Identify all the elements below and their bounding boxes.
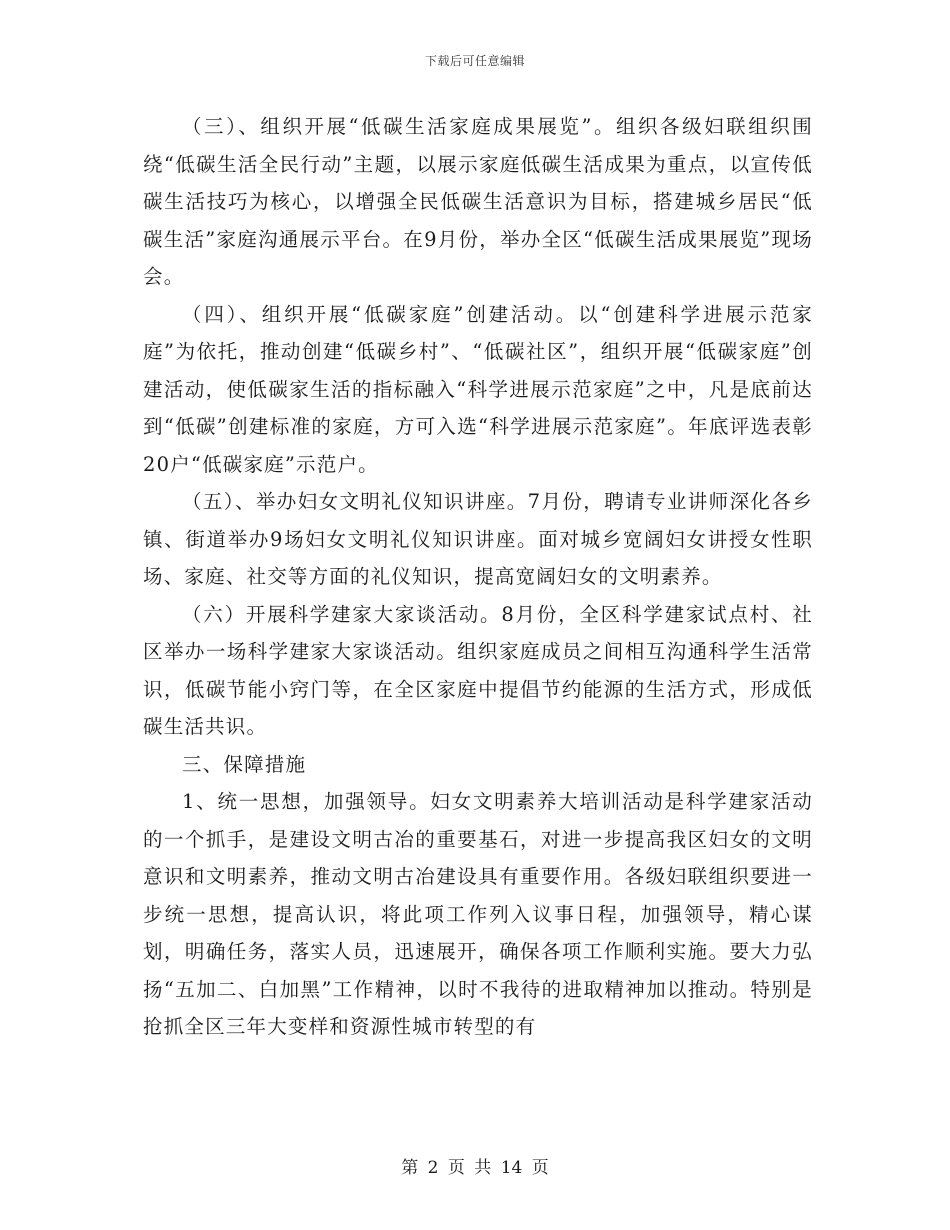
paragraph-exhibition: （三）、组织开展“低碳生活家庭成果展览”。组织各级妇联组织围绕“低碳生活全民行动”主题，以展示家庭低碳生活成果为重点，以宣传低碳生活技巧为核心，以增强全民低碳生活意识为目标，搭建城乡居民“低碳生活”家庭沟通展示平台。在9月份，举办全区“低碳生活成果展览”现场会。 bbox=[143, 115, 813, 288]
paragraph-measure-1: 1、统一思想，加强领导。妇女文明素养大培训活动是科学建家活动的一个抓手，是建设文明古冶的重要基石，对进一步提高我区妇女的文明意识和文明素养，推动文明古冶建设具有重要作用。各级妇联组织要进一步统一思想，提高认识，将此项工作列入议事日程，加强领导，精心谋划，明确任务，落实人员，迅速展开，确保各项工作顺利实施。要大力弘扬“五加二、白加黑”工作精神，以时不我待的进取精神加以推动。特别是抢抓全区三年大变样和资源性城市转型的有 bbox=[143, 790, 813, 1038]
paragraph-family-discussion: （六）开展科学建家大家谈活动。8月份，全区科学建家试点村、社区举办一场科学建家大家谈活动。组织家庭成员之间相互沟通科学生活常识，低碳节能小窍门等，在全区家庭中提倡节约能源的生活方式，形成低碳生活共识。 bbox=[143, 602, 813, 738]
paragraph-low-carbon-family: （四）、组织开展“低碳家庭”创建活动。以“创建科学进展示范家庭”为依托，推动创建“低碳乡村”、“低碳社区”，组织开展“低碳家庭”创建活动，使低碳家生活的指标融入“科学进展示范家庭”之中，凡是底前达到“低碳”创建标准的家庭，方可入选“科学进展示范家庭”。年底评选表彰20户“低碳家庭”示范户。 bbox=[143, 302, 813, 476]
page-header: 下载后可任意编辑 bbox=[424, 54, 525, 68]
page-number: 第 2 页 共 14 页 bbox=[401, 1158, 549, 1178]
document-body bbox=[143, 108, 813, 1046]
section-heading: 三、保障措施 bbox=[182, 752, 307, 776]
paragraph-etiquette-lecture: （五）、举办妇女文明礼仪知识讲座。7月份，聘请专业讲师深化各乡镇、街道举办9场妇女文明礼仪知识讲座。面对城乡宽阔妇女讲授女性职场、家庭、社交等方面的礼仪知识，提高宽阔妇女的文明素养。 bbox=[143, 490, 813, 588]
